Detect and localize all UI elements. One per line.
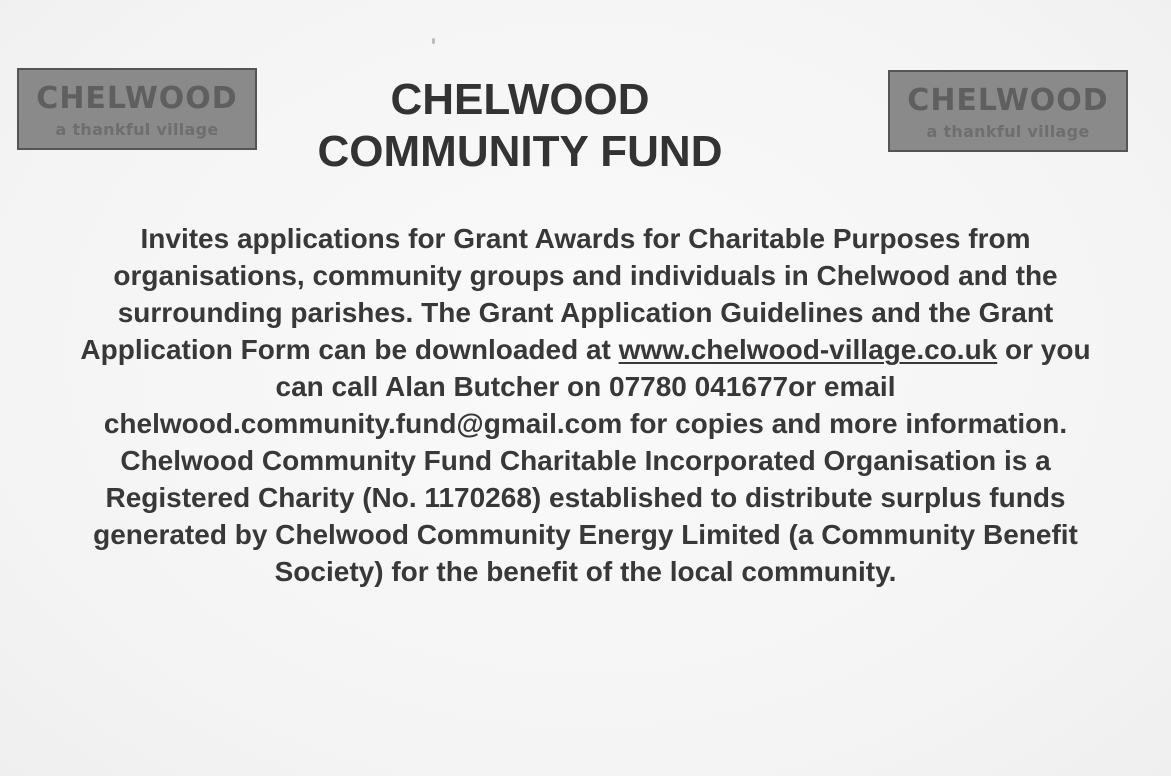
chelwood-logo-right bbox=[888, 70, 1128, 152]
logo-name: CHELWOOD bbox=[36, 81, 238, 116]
contact-text: or you can call Alan Butcher on 07780 041677or email chelwood.community.fund@gmail.com for copies and more information. bbox=[103, 334, 1091, 439]
invitation-paragraph bbox=[60, 220, 1111, 442]
logo-name: CHELWOOD bbox=[907, 83, 1109, 118]
website-link[interactable]: www.chelwood-village.co.uk bbox=[618, 334, 998, 365]
scan-speck bbox=[432, 38, 435, 44]
invitation-text: Invites applications for Grant Awards for Charitable Purposes from organisations, community groups and individuals in Chelwood and the surrounding parishes. The Grant Application Guidelines and the Grant Application Form can be downloaded at bbox=[80, 223, 1058, 365]
page-title bbox=[260, 74, 780, 178]
chelwood-logo-left bbox=[17, 68, 257, 150]
logo-tagline: a thankful village bbox=[926, 122, 1090, 141]
notice-body bbox=[60, 220, 1111, 590]
logo-tagline: a thankful village bbox=[55, 120, 219, 139]
title-line-2: COMMUNITY FUND bbox=[317, 127, 723, 176]
title-line-1: CHELWOOD bbox=[390, 75, 650, 124]
charity-statement: Chelwood Community Fund Charitable Incorporated Organisation is a Registered Charity (No. 1170268) established to distribute surplus funds generated by Chelwood Community Energy Limited (a Community Benefit Society) for the benefit of the local community. bbox=[93, 445, 1078, 587]
